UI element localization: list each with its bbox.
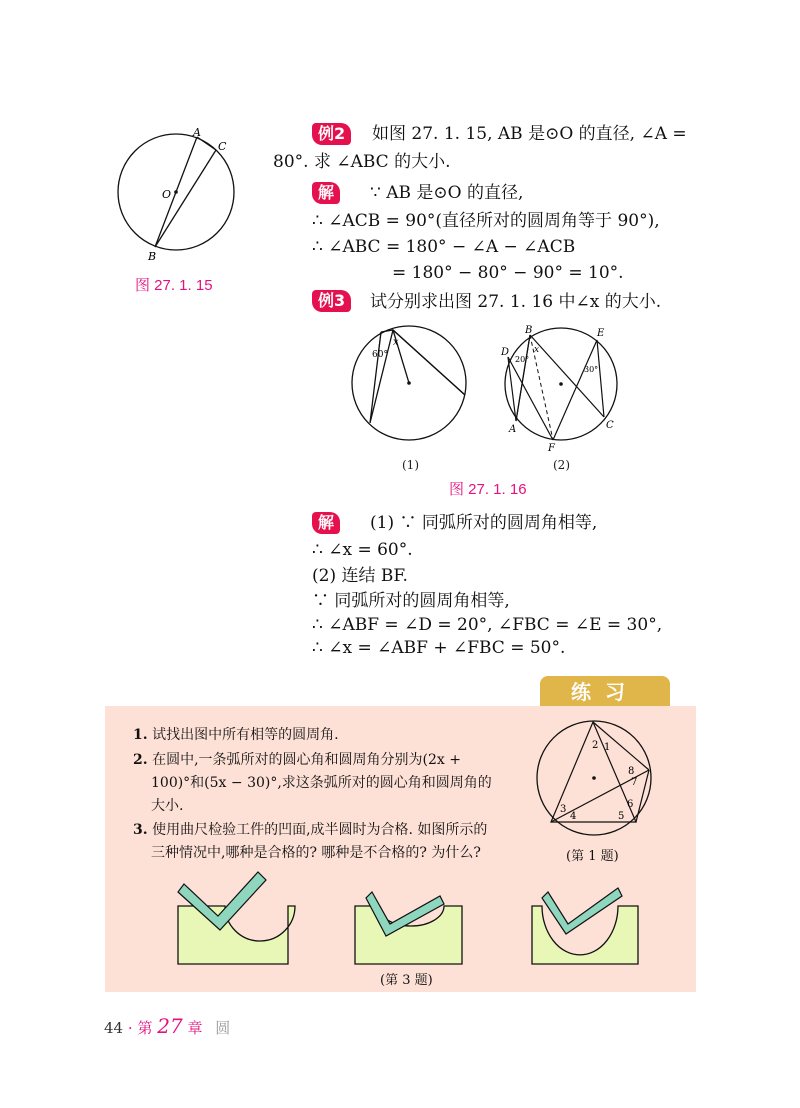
angle-x-label: x [393,337,399,348]
fig1-num-7: 7 [631,777,638,788]
page-number: 44 [104,1019,124,1037]
label-o: O [162,188,172,201]
fig1-num-6: 6 [627,799,634,810]
example-2-badge: 例2 [312,123,351,145]
label-a: A [193,126,201,139]
question-2-number: 2. [133,752,148,768]
fig1-num-8: 8 [628,766,635,777]
practice-figure-1-caption: (第 1 题) [566,849,619,864]
question-1-number: 1. [133,727,148,743]
label-e2: E [597,328,605,339]
solution-2-line-2: ∴ ∠ACB = 90°(直径所对的圆周角等于 90°), [312,211,660,231]
fig1-num-2: 2 [592,740,599,751]
example-2-text-line-2: 80°. 求 ∠ABC 的大小. [273,152,451,172]
solution-3-line-6: ∴ ∠x = ∠ABF + ∠FBC = 50°. [312,638,566,658]
chapter-suffix: 章 [187,1019,203,1037]
figure-27-1-15-caption: 图 27. 1. 15 [135,277,213,294]
solution-3-badge: 解 [312,512,340,534]
solution-3-line-1: (1) ∵ 同弧所对的圆周角相等, [370,513,598,533]
solution-3-line-2: ∴ ∠x = 60°. [312,540,413,560]
label-d2: D [501,347,510,358]
fig1-num-1: 1 [604,742,611,753]
figure-16-sub-2: (2) [553,458,570,472]
angle-30-label: 30° [584,365,599,374]
solution-2-line-4: = 180° − 80° − 90° = 10°. [392,263,624,283]
question-3-line-1 [133,821,487,839]
chapter-prefix: 第 [137,1019,153,1037]
label-c2: C [606,420,614,431]
question-1 [133,726,339,744]
question-2-text-1: 在圆中,一条弧所对的圆心角和圆周角分别为(2x + [152,752,461,768]
workpiece-1 [178,872,295,964]
page-footer [104,1014,230,1038]
question-1-text: 试找出图中所有相等的圆周角. [152,727,339,743]
label-b2: B [525,325,533,336]
solution-3-line-4: ∵ 同弧所对的圆周角相等, [312,591,510,611]
example-2-text-line-1: 如图 27. 1. 15, AB 是⊙O 的直径, ∠A = [372,124,687,144]
practice-figure-3 [170,868,670,968]
angle-60-label: 60° [372,350,388,360]
solution-3-line-5: ∴ ∠ABF = ∠D = 20°, ∠FBC = ∠E = 30°, [312,615,663,635]
question-2-text-2: 100)°和(5x − 30)°,求这条弧所对的圆心角和圆周角的 [151,775,492,791]
question-3-text-1: 使用曲尺检验工件的凹面,成半圆时为合格. 如图所示的 [152,822,488,838]
workpiece-2 [355,892,462,964]
practice-tab: 练习 [540,676,670,708]
chapter-title: 圆 [215,1019,231,1037]
question-2-text-3: 大小. [151,798,184,814]
angle-20-label: 20° [515,355,530,364]
label-f2: F [548,443,555,452]
example-3-text: 试分别求出图 27. 1. 16 中∠x 的大小. [370,292,662,312]
solution-badge: 解 [312,182,340,204]
footer-dot: · [127,1019,133,1037]
solution-2-line-1: ∵ AB 是⊙O 的直径, [370,183,524,203]
question-3-text-2: 三种情况中,哪种是合格的? 哪种是不合格的? 为什么? [151,845,481,861]
figure-27-1-16-part-1 [345,325,475,450]
label-b: B [148,250,157,260]
figure-16-sub-1: (1) [402,458,419,472]
solution-3-line-3: (2) 连结 BF. [312,566,408,586]
fig1-num-4: 4 [570,811,577,822]
label-c: C [218,140,227,153]
solution-2-line-3: ∴ ∠ABC = 180° − ∠A − ∠ACB [312,237,576,257]
practice-figure-1 [530,718,660,838]
angle-x2-label: x [534,345,540,355]
figure-27-1-15 [110,125,245,260]
question-2-line-1 [133,751,461,769]
workpiece-3 [532,888,638,964]
fig1-num-3: 3 [560,804,567,815]
label-a2: A [509,424,517,435]
chapter-number: 27 [157,1014,183,1038]
figure-27-1-16-part-2 [500,322,630,452]
example-3-badge: 例3 [312,290,351,312]
fig1-num-5: 5 [618,811,625,822]
practice-figure-3-caption: (第 3 题) [380,973,433,988]
figure-27-1-16-caption: 图 27. 1. 16 [449,481,527,498]
question-3-number: 3. [133,822,148,838]
